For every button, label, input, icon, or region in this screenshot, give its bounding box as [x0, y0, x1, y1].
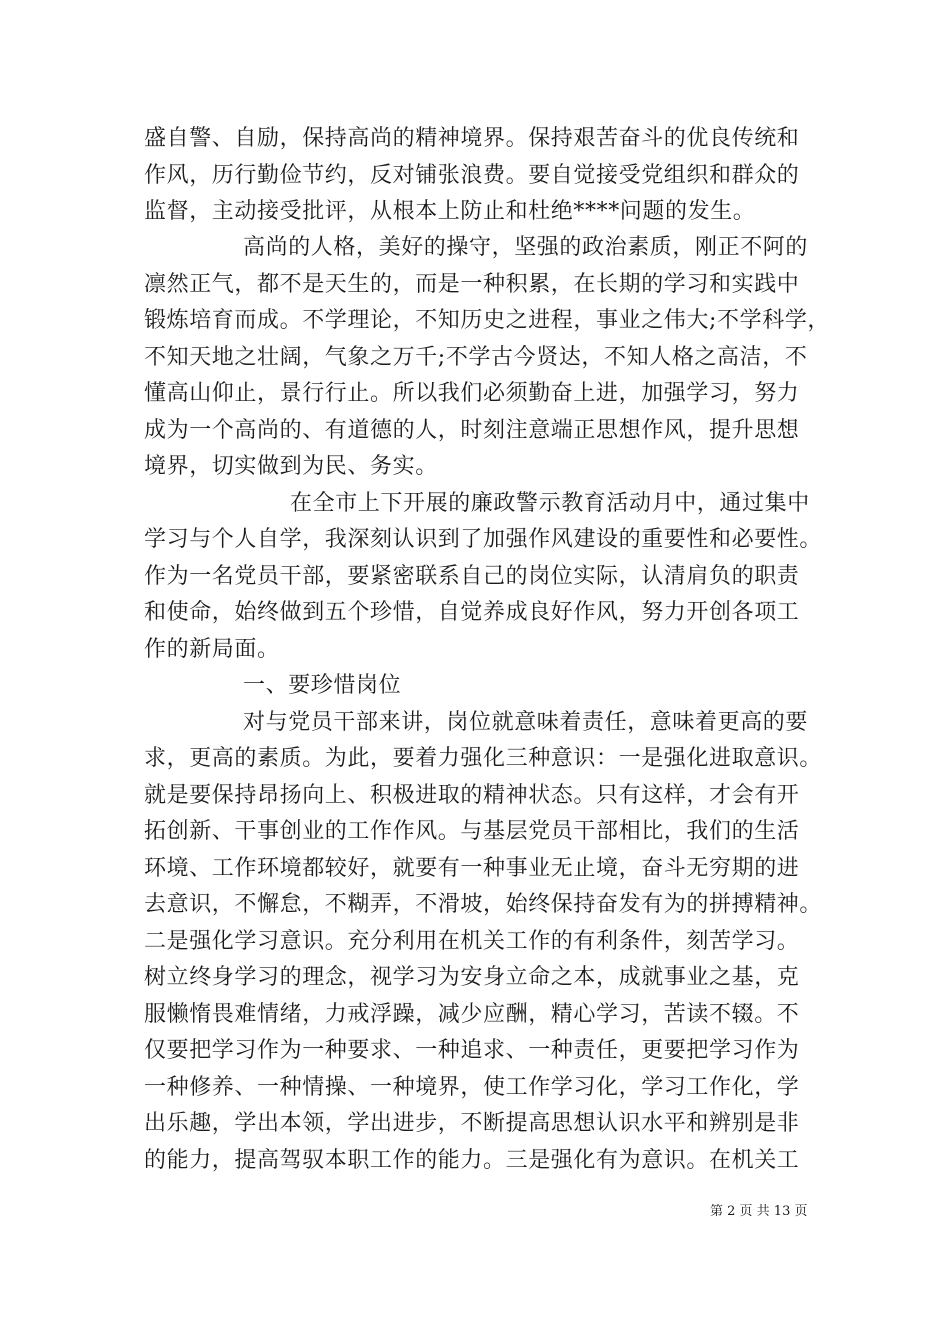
- text-line: 学习与个人自学，我深刻认识到了加强作风建设的重要性和必要性。: [144, 527, 823, 552]
- text-line: 二是强化学习意识。充分利用在机关工作的有利条件，刻苦学习。: [144, 929, 800, 954]
- text-line: 监督，主动接受批评，从根本上防止和杜绝****问题的发生。: [144, 199, 756, 224]
- text-line: 作风，历行勤俭节约，反对铺张浪费。要自觉接受党组织和群众的: [144, 163, 800, 188]
- text-line: 树立终身学习的理念，视学习为安身立命之本，成就事业之基，克: [144, 965, 800, 990]
- text-line: 出乐趣，学出本领，学出进步，不断提高思想认识水平和辨别是非: [144, 1111, 800, 1136]
- text-line: 高尚的人格，美好的操守，坚强的政治素质，刚正不阿的: [243, 235, 809, 260]
- text-line: 一种修养、一种情操、一种境界，使工作学习化，学习工作化，学: [144, 1075, 800, 1100]
- text-line: 凛然正气，都不是天生的，而是一种积累，在长期的学习和实践中: [144, 272, 800, 297]
- text-line: 懂高山仰止，景行行止。所以我们必须勤奋上进，加强学习，努力: [144, 381, 800, 406]
- section-heading: 一、要珍惜岗位: [243, 673, 402, 698]
- text-line: 境界，切实做到为民、务实。: [144, 454, 438, 479]
- text-line: 环境、工作环境都较好，就要有一种事业无止境，奋斗无穷期的进: [144, 856, 800, 881]
- text-line: 去意识，不懈怠，不糊弄，不滑坡，始终保持奋发有为的拼搏精神。: [144, 892, 823, 917]
- page-number-footer: 第 2 页 共 13 页: [710, 1204, 808, 1219]
- text-line: 求，更高的素质。为此，要着力强化三种意识：一是强化进取意识。: [144, 746, 823, 771]
- text-line: 在全市上下开展的廉政警示教育活动月中，通过集中: [290, 491, 810, 516]
- text-line: 对与党员干部来讲，岗位就意味着责任，意味着更高的要: [243, 710, 809, 735]
- text-line: 服懒惰畏难情绪，力戒浮躁，减少应酬，精心学习，苦读不辍。不: [144, 1002, 800, 1027]
- text-line: 拓创新、干事创业的工作作风。与基层党员干部相比，我们的生活: [144, 819, 800, 844]
- text-line: 锻炼培育而成。不学理论，不知历史之进程，事业之伟大;不学科学，: [144, 308, 831, 333]
- text-line: 和使命，始终做到五个珍惜，自觉养成良好作风，努力开创各项工: [144, 600, 800, 625]
- text-line: 仅要把学习作为一种要求、一种追求、一种责任，更要把学习作为: [144, 1038, 800, 1063]
- text-line: 不知天地之壮阔，气象之万千;不学古今贤达，不知人格之高洁，不: [144, 345, 808, 370]
- text-line: 的能力，提高驾驭本职工作的能力。三是强化有为意识。在机关工: [144, 1148, 800, 1173]
- text-line: 成为一个高尚的、有道德的人，时刻注意端正思想作风，提升思想: [144, 418, 800, 443]
- text-line: 作的新局面。: [144, 637, 280, 662]
- text-line: 盛自警、自励，保持高尚的精神境界。保持艰苦奋斗的优良传统和: [144, 126, 800, 151]
- text-line: 就是要保持昂扬向上、积极进取的精神状态。只有这样，才会有开: [144, 783, 800, 808]
- text-line: 作为一名党员干部，要紧密联系自己的岗位实际，认清肩负的职责: [144, 564, 800, 589]
